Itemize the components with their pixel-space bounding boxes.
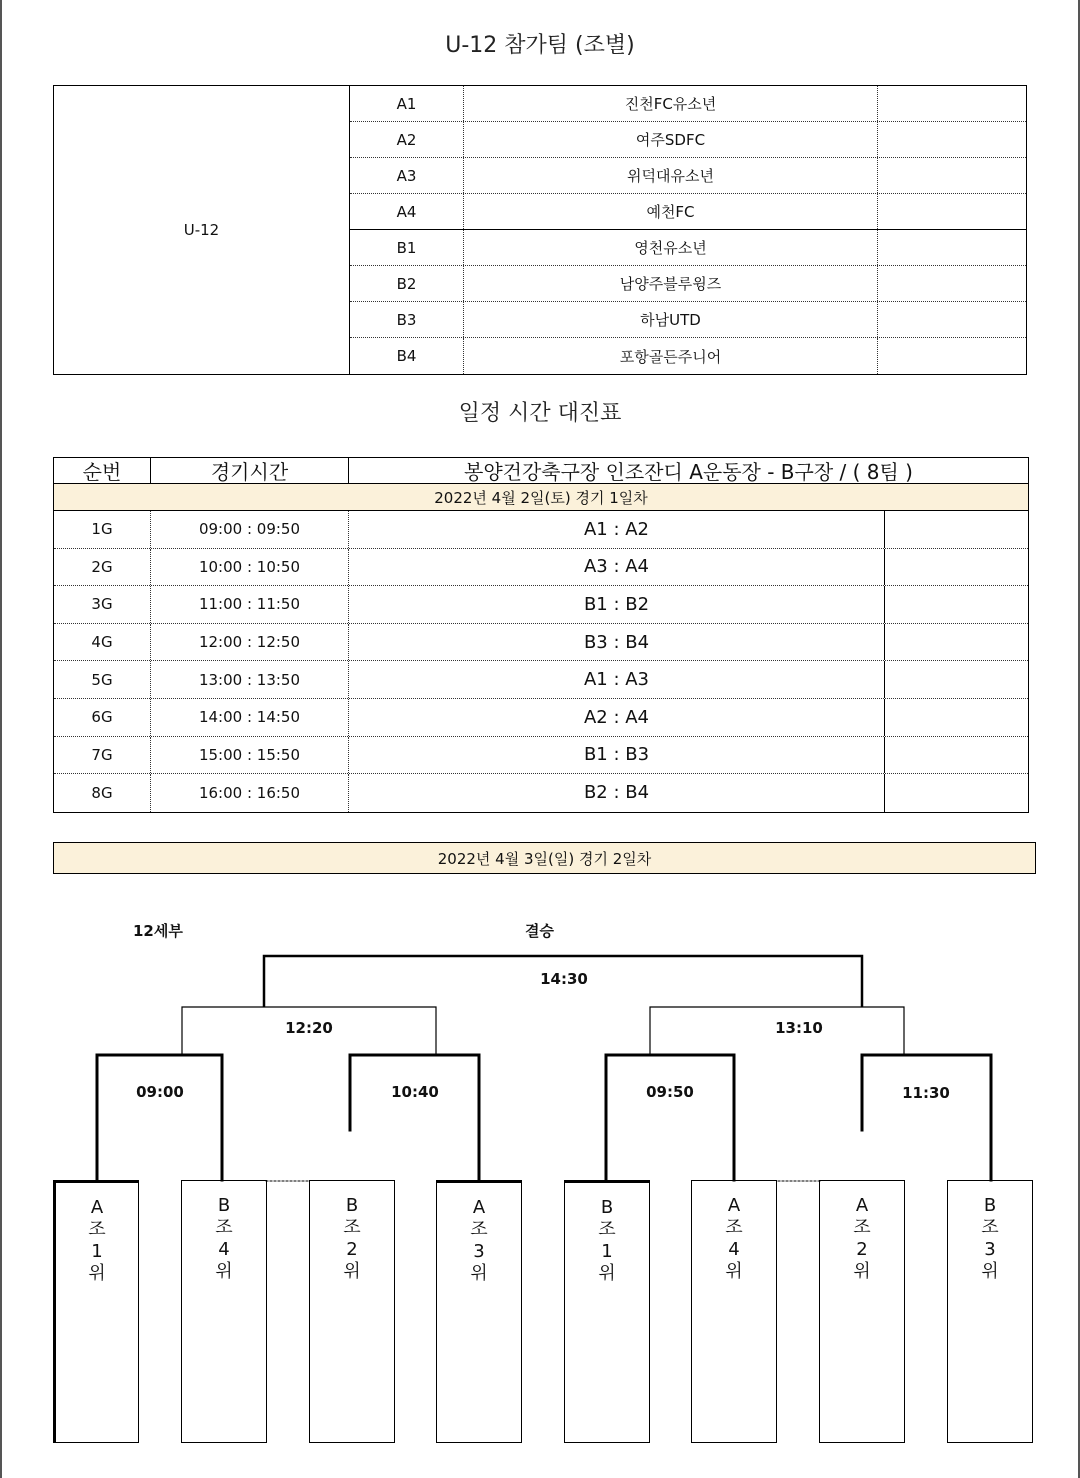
header-no: 순번 <box>54 458 151 483</box>
game-time: 15:00 : 15:50 <box>151 737 349 774</box>
bracket-slot <box>181 1180 267 1443</box>
slot-char: 1 <box>601 1241 613 1262</box>
teams-title: U-12 참가팀 (조별) <box>445 33 635 58</box>
game-no: 5G <box>54 661 151 698</box>
team-code: A2 <box>350 122 464 157</box>
final-time: 14:30 <box>540 970 588 988</box>
team-code: A3 <box>350 158 464 193</box>
game-time: 13:00 : 13:50 <box>151 661 349 698</box>
team-name: 여주SDFC <box>464 122 878 157</box>
group-cell: U-12 <box>54 86 350 374</box>
team-name: 예천FC <box>464 194 878 229</box>
slot-char: 3 <box>473 1241 485 1262</box>
game-time: 12:00 : 12:50 <box>151 624 349 661</box>
quarter-4-line <box>862 1055 991 1180</box>
team-name: 진천FC유소년 <box>464 86 878 121</box>
semi-time-left: 12:20 <box>285 1019 333 1037</box>
slot-char: 조 <box>981 1217 999 1238</box>
team-code: B1 <box>350 230 464 265</box>
game-time: 09:00 : 09:50 <box>151 511 349 548</box>
slot-char: 조 <box>725 1217 743 1238</box>
team-name: 남양주블루윙즈 <box>464 266 878 301</box>
slot-char: 위 <box>88 1263 106 1284</box>
slot-char: 4 <box>218 1239 230 1260</box>
slot-char: 위 <box>598 1263 616 1284</box>
bracket-slot <box>564 1180 650 1443</box>
game-no: 8G <box>54 774 151 812</box>
semi-time-right: 13:10 <box>775 1019 823 1037</box>
game-time: 16:00 : 16:50 <box>151 774 349 812</box>
team-name: 하남UTD <box>464 302 878 337</box>
game-match: A3 : A4 <box>349 549 885 586</box>
game-no: 1G <box>54 511 151 548</box>
game-match: B1 : B3 <box>349 737 885 774</box>
slot-char: B <box>983 1195 997 1216</box>
quarter-time-2: 10:40 <box>391 1083 439 1101</box>
header-venue: 봉양건강축구장 인조잔디 A운동장 - B구장 / ( 8팀 ) <box>464 460 913 484</box>
slot-char: 조 <box>470 1219 488 1240</box>
game-match: A2 : A4 <box>349 699 885 736</box>
day1-band: 2022년 4월 2일(토) 경기 1일차 <box>54 484 1028 511</box>
slot-char: 위 <box>725 1261 743 1282</box>
slot-char: B <box>600 1197 614 1218</box>
game-match: B1 : B2 <box>349 586 885 623</box>
quarter-2-line <box>350 1055 479 1180</box>
bracket-slot <box>436 1180 522 1443</box>
bracket-slot <box>691 1180 777 1443</box>
final-label: 결승 <box>525 922 554 940</box>
slot-char: 위 <box>981 1261 999 1282</box>
slot-char: 위 <box>343 1261 361 1282</box>
slot-char: A <box>90 1197 104 1218</box>
bracket-slot <box>309 1180 395 1443</box>
slot-char: 위 <box>470 1263 488 1284</box>
header-time: 경기시간 <box>151 458 349 483</box>
day2-band: 2022년 4월 3일(일) 경기 2일차 <box>53 842 1036 874</box>
quarter-3-line <box>606 1055 734 1180</box>
game-time: 11:00 : 11:50 <box>151 586 349 623</box>
game-match: B3 : B4 <box>349 624 885 661</box>
game-match: A1 : A3 <box>349 661 885 698</box>
slot-char: 조 <box>598 1219 616 1240</box>
slot-char: 위 <box>215 1261 233 1282</box>
team-code: A4 <box>350 194 464 229</box>
bracket-slot <box>819 1180 905 1443</box>
slot-char: 3 <box>984 1239 996 1260</box>
slot-char: A <box>727 1195 741 1216</box>
slot-char: B <box>345 1195 359 1216</box>
schedule-title: 일정 시간 대진표 <box>458 401 622 426</box>
game-match: B2 : B4 <box>349 774 885 812</box>
team-code: A1 <box>350 86 464 121</box>
team-name: 위덕대유소년 <box>464 158 878 193</box>
team-code: B4 <box>350 338 464 374</box>
game-no: 6G <box>54 699 151 736</box>
game-no: 4G <box>54 624 151 661</box>
slot-char: B <box>217 1195 231 1216</box>
quarter-time-1: 09:00 <box>136 1083 184 1101</box>
slot-char: 조 <box>343 1217 361 1238</box>
game-no: 7G <box>54 737 151 774</box>
slot-char: A <box>855 1195 869 1216</box>
team-name: 영천유소년 <box>464 230 878 265</box>
slot-char: 위 <box>853 1261 871 1282</box>
slot-char: 2 <box>346 1239 358 1260</box>
slot-char: 1 <box>91 1241 103 1262</box>
slot-char: A <box>472 1197 486 1218</box>
slot-char: 4 <box>728 1239 740 1260</box>
division-label: 12세부 <box>133 922 183 940</box>
bracket-slot <box>53 1180 139 1443</box>
game-time: 14:00 : 14:50 <box>151 699 349 736</box>
game-match: A1 : A2 <box>349 511 885 548</box>
team-code: B2 <box>350 266 464 301</box>
slot-char: 조 <box>853 1217 871 1238</box>
game-no: 3G <box>54 586 151 623</box>
quarter-time-4: 11:30 <box>902 1084 950 1102</box>
game-no: 2G <box>54 549 151 586</box>
bracket-slot <box>947 1180 1033 1443</box>
quarter-1-line <box>97 1055 222 1180</box>
quarter-time-3: 09:50 <box>646 1083 694 1101</box>
team-name: 포항골든주니어 <box>464 338 878 374</box>
slot-char: 2 <box>856 1239 868 1260</box>
slot-char: 조 <box>215 1217 233 1238</box>
slot-char: 조 <box>88 1219 106 1240</box>
team-code: B3 <box>350 302 464 337</box>
game-time: 10:00 : 10:50 <box>151 549 349 586</box>
